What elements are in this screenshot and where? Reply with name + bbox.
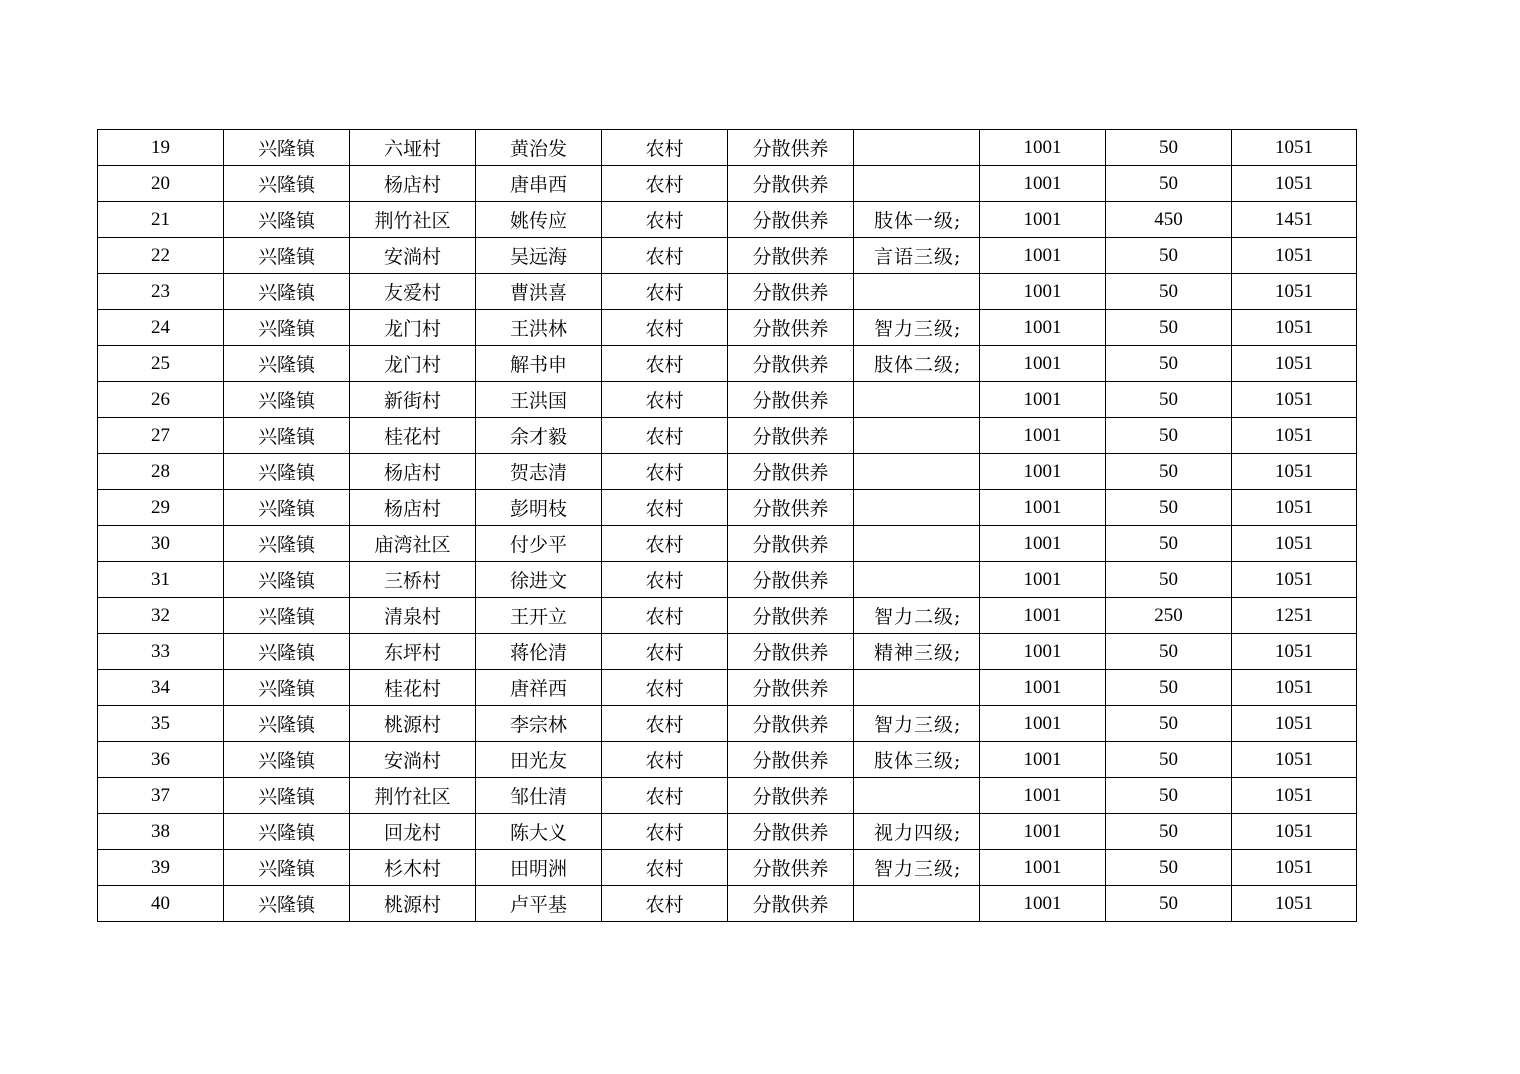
- cell-town: 兴隆镇: [224, 778, 350, 814]
- table-row: [98, 382, 1357, 418]
- table-row: [98, 130, 1357, 166]
- cell-disability: [854, 670, 980, 706]
- cell-disability: [854, 778, 980, 814]
- table-row: [98, 742, 1357, 778]
- cell-village: 龙门村: [350, 310, 476, 346]
- cell-total-amount: 1051: [1232, 418, 1357, 454]
- cell-index: 40: [98, 886, 224, 922]
- cell-total-amount: 1051: [1232, 634, 1357, 670]
- cell-support-mode: 分散供养: [728, 346, 854, 382]
- cell-disability: [854, 274, 980, 310]
- cell-town: 兴隆镇: [224, 670, 350, 706]
- cell-village: 东坪村: [350, 634, 476, 670]
- cell-town: 兴隆镇: [224, 886, 350, 922]
- cell-disability: [854, 454, 980, 490]
- cell-disability: 视力四级;: [854, 814, 980, 850]
- cell-extra-amount: 50: [1106, 454, 1232, 490]
- cell-name: 唐祥西: [476, 670, 602, 706]
- cell-area-type: 农村: [602, 274, 728, 310]
- cell-base-amount: 1001: [980, 850, 1106, 886]
- cell-extra-amount: 450: [1106, 202, 1232, 238]
- cell-area-type: 农村: [602, 778, 728, 814]
- cell-area-type: 农村: [602, 202, 728, 238]
- cell-total-amount: 1051: [1232, 526, 1357, 562]
- cell-base-amount: 1001: [980, 670, 1106, 706]
- cell-total-amount: 1451: [1232, 202, 1357, 238]
- cell-support-mode: 分散供养: [728, 454, 854, 490]
- cell-extra-amount: 50: [1106, 562, 1232, 598]
- table-body: [98, 130, 1357, 922]
- cell-area-type: 农村: [602, 166, 728, 202]
- cell-base-amount: 1001: [980, 634, 1106, 670]
- cell-index: 30: [98, 526, 224, 562]
- cell-base-amount: 1001: [980, 346, 1106, 382]
- table-row: [98, 238, 1357, 274]
- cell-disability: [854, 418, 980, 454]
- cell-base-amount: 1001: [980, 418, 1106, 454]
- cell-name: 王洪林: [476, 310, 602, 346]
- cell-index: 28: [98, 454, 224, 490]
- cell-town: 兴隆镇: [224, 742, 350, 778]
- cell-extra-amount: 50: [1106, 310, 1232, 346]
- cell-base-amount: 1001: [980, 274, 1106, 310]
- cell-base-amount: 1001: [980, 742, 1106, 778]
- cell-total-amount: 1051: [1232, 490, 1357, 526]
- cell-base-amount: 1001: [980, 598, 1106, 634]
- table-row: [98, 526, 1357, 562]
- cell-disability: 肢体一级;: [854, 202, 980, 238]
- cell-total-amount: 1051: [1232, 814, 1357, 850]
- table-row: [98, 310, 1357, 346]
- cell-support-mode: 分散供养: [728, 850, 854, 886]
- table-row: [98, 598, 1357, 634]
- table-row: [98, 670, 1357, 706]
- cell-town: 兴隆镇: [224, 598, 350, 634]
- cell-support-mode: 分散供养: [728, 886, 854, 922]
- cell-disability: [854, 166, 980, 202]
- cell-name: 唐串西: [476, 166, 602, 202]
- table-row: [98, 418, 1357, 454]
- cell-extra-amount: 50: [1106, 130, 1232, 166]
- table-row: [98, 634, 1357, 670]
- cell-extra-amount: 50: [1106, 850, 1232, 886]
- cell-disability: [854, 562, 980, 598]
- cell-area-type: 农村: [602, 382, 728, 418]
- cell-extra-amount: 50: [1106, 526, 1232, 562]
- table-row: [98, 562, 1357, 598]
- cell-area-type: 农村: [602, 598, 728, 634]
- cell-village: 龙门村: [350, 346, 476, 382]
- cell-index: 29: [98, 490, 224, 526]
- cell-town: 兴隆镇: [224, 130, 350, 166]
- cell-base-amount: 1001: [980, 886, 1106, 922]
- cell-village: 桂花村: [350, 418, 476, 454]
- cell-total-amount: 1051: [1232, 706, 1357, 742]
- cell-disability: [854, 490, 980, 526]
- cell-name: 解书申: [476, 346, 602, 382]
- cell-index: 24: [98, 310, 224, 346]
- table-row: [98, 778, 1357, 814]
- cell-support-mode: 分散供养: [728, 598, 854, 634]
- cell-support-mode: 分散供养: [728, 706, 854, 742]
- cell-name: 邹仕清: [476, 778, 602, 814]
- cell-base-amount: 1001: [980, 202, 1106, 238]
- cell-support-mode: 分散供养: [728, 778, 854, 814]
- cell-town: 兴隆镇: [224, 562, 350, 598]
- cell-support-mode: 分散供养: [728, 166, 854, 202]
- cell-total-amount: 1051: [1232, 742, 1357, 778]
- cell-base-amount: 1001: [980, 814, 1106, 850]
- cell-base-amount: 1001: [980, 562, 1106, 598]
- cell-extra-amount: 50: [1106, 274, 1232, 310]
- cell-village: 荆竹社区: [350, 778, 476, 814]
- cell-disability: [854, 382, 980, 418]
- cell-index: 22: [98, 238, 224, 274]
- cell-support-mode: 分散供养: [728, 310, 854, 346]
- cell-total-amount: 1051: [1232, 886, 1357, 922]
- cell-disability: 言语三级;: [854, 238, 980, 274]
- cell-disability: [854, 526, 980, 562]
- cell-extra-amount: 50: [1106, 814, 1232, 850]
- cell-extra-amount: 50: [1106, 490, 1232, 526]
- cell-name: 卢平基: [476, 886, 602, 922]
- cell-village: 桃源村: [350, 886, 476, 922]
- cell-name: 黄治发: [476, 130, 602, 166]
- cell-disability: 精神三级;: [854, 634, 980, 670]
- cell-area-type: 农村: [602, 454, 728, 490]
- cell-area-type: 农村: [602, 814, 728, 850]
- cell-extra-amount: 50: [1106, 886, 1232, 922]
- cell-extra-amount: 50: [1106, 742, 1232, 778]
- cell-area-type: 农村: [602, 706, 728, 742]
- cell-village: 清泉村: [350, 598, 476, 634]
- cell-support-mode: 分散供养: [728, 634, 854, 670]
- cell-village: 杉木村: [350, 850, 476, 886]
- cell-name: 王开立: [476, 598, 602, 634]
- cell-name: 付少平: [476, 526, 602, 562]
- cell-town: 兴隆镇: [224, 454, 350, 490]
- cell-area-type: 农村: [602, 346, 728, 382]
- cell-index: 26: [98, 382, 224, 418]
- cell-total-amount: 1051: [1232, 382, 1357, 418]
- cell-support-mode: 分散供养: [728, 742, 854, 778]
- cell-support-mode: 分散供养: [728, 202, 854, 238]
- cell-village: 六垭村: [350, 130, 476, 166]
- cell-total-amount: 1051: [1232, 166, 1357, 202]
- cell-base-amount: 1001: [980, 238, 1106, 274]
- cell-support-mode: 分散供养: [728, 670, 854, 706]
- cell-village: 荆竹社区: [350, 202, 476, 238]
- cell-index: 37: [98, 778, 224, 814]
- cell-town: 兴隆镇: [224, 490, 350, 526]
- table-row: [98, 814, 1357, 850]
- cell-town: 兴隆镇: [224, 238, 350, 274]
- cell-total-amount: 1051: [1232, 850, 1357, 886]
- cell-total-amount: 1051: [1232, 454, 1357, 490]
- cell-support-mode: 分散供养: [728, 382, 854, 418]
- cell-town: 兴隆镇: [224, 166, 350, 202]
- cell-extra-amount: 50: [1106, 670, 1232, 706]
- cell-index: 32: [98, 598, 224, 634]
- cell-extra-amount: 50: [1106, 418, 1232, 454]
- cell-total-amount: 1051: [1232, 346, 1357, 382]
- cell-name: 余才毅: [476, 418, 602, 454]
- cell-total-amount: 1051: [1232, 310, 1357, 346]
- cell-total-amount: 1251: [1232, 598, 1357, 634]
- cell-town: 兴隆镇: [224, 706, 350, 742]
- cell-disability: 智力二级;: [854, 598, 980, 634]
- cell-support-mode: 分散供养: [728, 526, 854, 562]
- table-row: [98, 850, 1357, 886]
- cell-extra-amount: 50: [1106, 346, 1232, 382]
- cell-support-mode: 分散供养: [728, 238, 854, 274]
- cell-town: 兴隆镇: [224, 274, 350, 310]
- cell-index: 27: [98, 418, 224, 454]
- cell-index: 39: [98, 850, 224, 886]
- cell-name: 田光友: [476, 742, 602, 778]
- data-table: [97, 129, 1357, 922]
- cell-disability: 肢体三级;: [854, 742, 980, 778]
- table-row: [98, 346, 1357, 382]
- cell-village: 回龙村: [350, 814, 476, 850]
- cell-support-mode: 分散供养: [728, 814, 854, 850]
- cell-support-mode: 分散供养: [728, 274, 854, 310]
- cell-extra-amount: 50: [1106, 166, 1232, 202]
- cell-village: 新街村: [350, 382, 476, 418]
- cell-area-type: 农村: [602, 490, 728, 526]
- cell-town: 兴隆镇: [224, 382, 350, 418]
- cell-disability: 肢体二级;: [854, 346, 980, 382]
- cell-name: 王洪国: [476, 382, 602, 418]
- cell-support-mode: 分散供养: [728, 562, 854, 598]
- cell-base-amount: 1001: [980, 130, 1106, 166]
- cell-extra-amount: 50: [1106, 706, 1232, 742]
- cell-town: 兴隆镇: [224, 634, 350, 670]
- cell-support-mode: 分散供养: [728, 418, 854, 454]
- cell-index: 36: [98, 742, 224, 778]
- cell-name: 吴远海: [476, 238, 602, 274]
- table-row: [98, 706, 1357, 742]
- cell-extra-amount: 50: [1106, 238, 1232, 274]
- cell-village: 杨店村: [350, 490, 476, 526]
- cell-extra-amount: 50: [1106, 382, 1232, 418]
- cell-total-amount: 1051: [1232, 778, 1357, 814]
- cell-index: 31: [98, 562, 224, 598]
- cell-index: 19: [98, 130, 224, 166]
- cell-disability: 智力三级;: [854, 310, 980, 346]
- cell-base-amount: 1001: [980, 706, 1106, 742]
- cell-total-amount: 1051: [1232, 562, 1357, 598]
- cell-village: 杨店村: [350, 166, 476, 202]
- cell-index: 38: [98, 814, 224, 850]
- cell-disability: [854, 886, 980, 922]
- cell-base-amount: 1001: [980, 490, 1106, 526]
- cell-village: 安淌村: [350, 238, 476, 274]
- cell-area-type: 农村: [602, 634, 728, 670]
- cell-town: 兴隆镇: [224, 526, 350, 562]
- cell-total-amount: 1051: [1232, 274, 1357, 310]
- cell-total-amount: 1051: [1232, 238, 1357, 274]
- cell-town: 兴隆镇: [224, 850, 350, 886]
- cell-index: 25: [98, 346, 224, 382]
- cell-index: 35: [98, 706, 224, 742]
- cell-index: 33: [98, 634, 224, 670]
- cell-town: 兴隆镇: [224, 418, 350, 454]
- cell-base-amount: 1001: [980, 166, 1106, 202]
- cell-village: 杨店村: [350, 454, 476, 490]
- cell-base-amount: 1001: [980, 382, 1106, 418]
- cell-base-amount: 1001: [980, 526, 1106, 562]
- cell-index: 21: [98, 202, 224, 238]
- table-row: [98, 886, 1357, 922]
- cell-area-type: 农村: [602, 850, 728, 886]
- cell-base-amount: 1001: [980, 454, 1106, 490]
- cell-area-type: 农村: [602, 670, 728, 706]
- cell-name: 李宗林: [476, 706, 602, 742]
- cell-name: 曹洪喜: [476, 274, 602, 310]
- table-row: [98, 166, 1357, 202]
- table-row: [98, 274, 1357, 310]
- cell-name: 贺志清: [476, 454, 602, 490]
- cell-extra-amount: 250: [1106, 598, 1232, 634]
- cell-town: 兴隆镇: [224, 346, 350, 382]
- cell-village: 桃源村: [350, 706, 476, 742]
- cell-name: 彭明枝: [476, 490, 602, 526]
- cell-support-mode: 分散供养: [728, 130, 854, 166]
- cell-village: 庙湾社区: [350, 526, 476, 562]
- cell-disability: [854, 130, 980, 166]
- cell-area-type: 农村: [602, 562, 728, 598]
- cell-base-amount: 1001: [980, 310, 1106, 346]
- cell-name: 陈大义: [476, 814, 602, 850]
- cell-total-amount: 1051: [1232, 130, 1357, 166]
- cell-index: 34: [98, 670, 224, 706]
- cell-area-type: 农村: [602, 238, 728, 274]
- cell-area-type: 农村: [602, 886, 728, 922]
- cell-area-type: 农村: [602, 742, 728, 778]
- cell-disability: 智力三级;: [854, 706, 980, 742]
- cell-name: 蒋伦清: [476, 634, 602, 670]
- cell-disability: 智力三级;: [854, 850, 980, 886]
- cell-name: 姚传应: [476, 202, 602, 238]
- cell-base-amount: 1001: [980, 778, 1106, 814]
- cell-total-amount: 1051: [1232, 670, 1357, 706]
- cell-town: 兴隆镇: [224, 310, 350, 346]
- cell-village: 三桥村: [350, 562, 476, 598]
- cell-town: 兴隆镇: [224, 202, 350, 238]
- cell-support-mode: 分散供养: [728, 490, 854, 526]
- cell-extra-amount: 50: [1106, 778, 1232, 814]
- cell-area-type: 农村: [602, 130, 728, 166]
- table-row: [98, 490, 1357, 526]
- cell-village: 桂花村: [350, 670, 476, 706]
- cell-index: 23: [98, 274, 224, 310]
- cell-town: 兴隆镇: [224, 814, 350, 850]
- cell-village: 安淌村: [350, 742, 476, 778]
- cell-area-type: 农村: [602, 310, 728, 346]
- table-row: [98, 202, 1357, 238]
- cell-area-type: 农村: [602, 526, 728, 562]
- cell-extra-amount: 50: [1106, 634, 1232, 670]
- cell-index: 20: [98, 166, 224, 202]
- cell-name: 田明洲: [476, 850, 602, 886]
- cell-village: 友爱村: [350, 274, 476, 310]
- cell-name: 徐进文: [476, 562, 602, 598]
- table-row: [98, 454, 1357, 490]
- cell-area-type: 农村: [602, 418, 728, 454]
